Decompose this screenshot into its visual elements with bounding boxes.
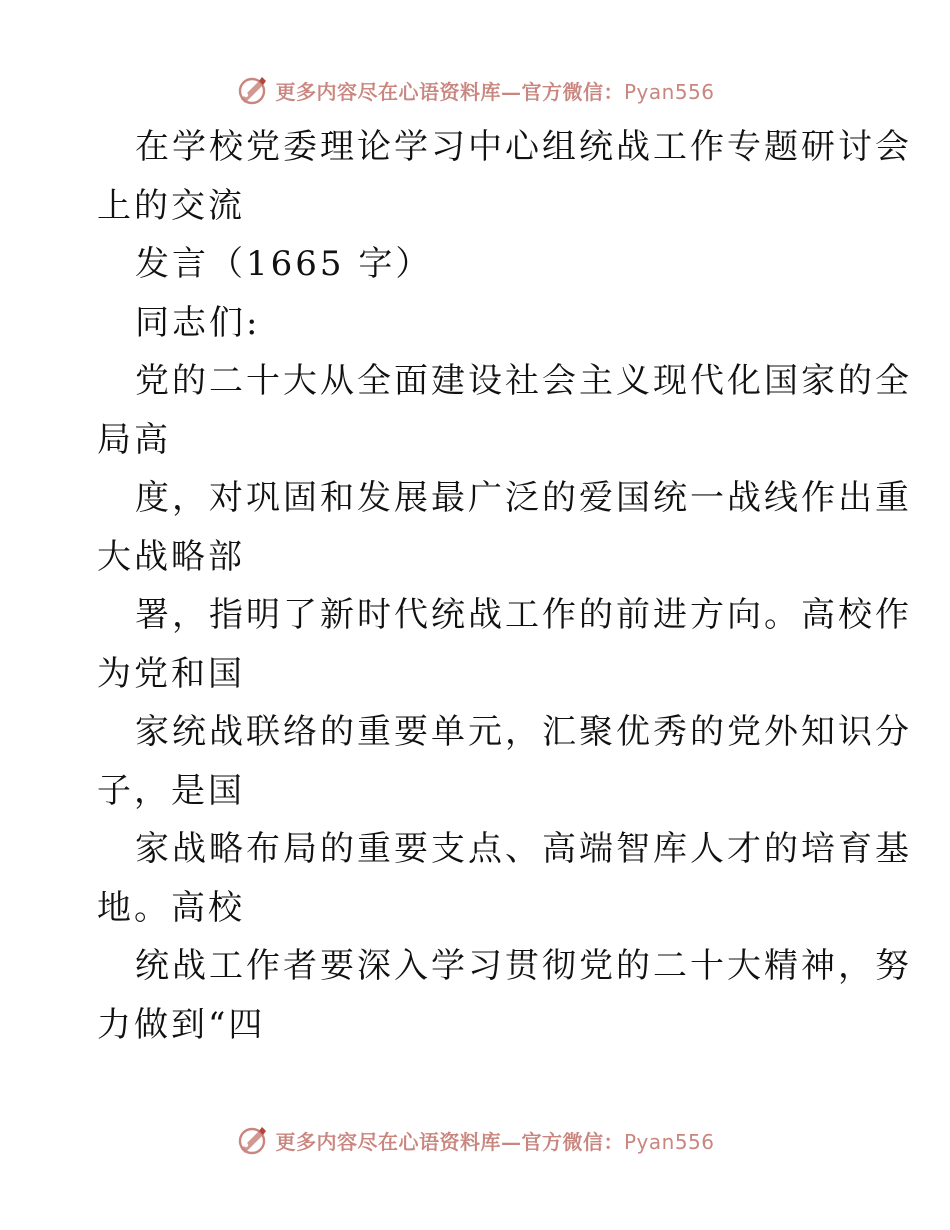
text-line: 家战略布局的重要支点、高端智库人才的培育基 bbox=[135, 829, 912, 869]
text-line: 度，对巩固和发展最广泛的爱国统一战线作出重 bbox=[135, 478, 912, 518]
watermark-text: 更多内容尽在心语资料库—官方微信：Pyan556 bbox=[275, 1129, 715, 1154]
text-line: 力做到“四 bbox=[97, 1004, 266, 1045]
text-line: 同志们: bbox=[135, 302, 261, 343]
pen-logo-icon bbox=[235, 1123, 269, 1157]
text-line: 家统战联络的重要单元，汇聚优秀的党外知识分 bbox=[135, 712, 912, 752]
text-line: 上的交流 bbox=[97, 185, 245, 226]
text-line: 署，指明了新时代统战工作的前进方向。高校作 bbox=[135, 595, 912, 635]
text-line: 党的二十大从全面建设社会主义现代化国家的全 bbox=[135, 361, 912, 401]
text-line: 地。高校 bbox=[97, 887, 245, 928]
text-line: 为党和国 bbox=[97, 653, 245, 694]
document-body bbox=[97, 118, 912, 1054]
header-watermark bbox=[0, 70, 950, 110]
text-line: 在学校党委理论学习中心组统战工作专题研讨会 bbox=[135, 127, 912, 167]
text-line: 局高 bbox=[97, 419, 171, 460]
pen-logo-icon bbox=[235, 73, 269, 107]
text-line: 子，是国 bbox=[97, 770, 245, 811]
text-line: 统战工作者要深入学习贯彻党的二十大精神，努 bbox=[135, 946, 912, 986]
text-line: 大战略部 bbox=[97, 536, 245, 577]
watermark-text: 更多内容尽在心语资料库—官方微信：Pyan556 bbox=[275, 79, 715, 104]
footer-watermark bbox=[0, 1120, 950, 1160]
text-line: 发言（1665 字） bbox=[135, 244, 433, 284]
